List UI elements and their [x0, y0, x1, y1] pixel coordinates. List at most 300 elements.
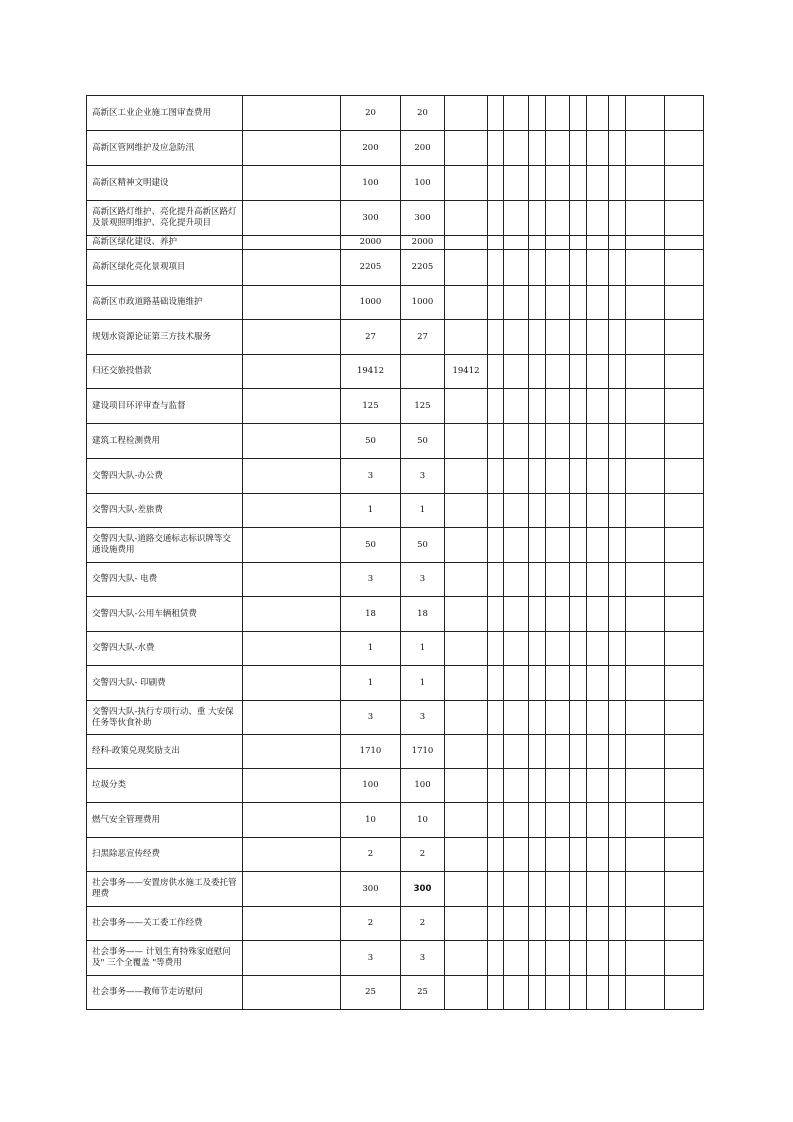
empty-cell	[587, 976, 609, 1010]
empty-cell	[609, 131, 626, 166]
empty-cell	[609, 803, 626, 838]
empty-cell	[626, 96, 665, 131]
empty-cell	[587, 803, 609, 838]
amount-cell	[445, 803, 488, 838]
table-row	[87, 803, 704, 838]
empty-cell	[626, 528, 665, 563]
empty-cell	[609, 563, 626, 597]
empty-cell	[570, 201, 587, 236]
empty-cell	[626, 131, 665, 166]
amount-cell: 10	[401, 803, 445, 838]
empty-cell	[504, 907, 529, 941]
amount-cell: 3	[401, 563, 445, 597]
empty-cell	[488, 494, 504, 528]
empty-cell	[665, 769, 704, 803]
empty-cell	[570, 563, 587, 597]
item-name-cell: 交警四大队- 印刷费	[87, 666, 243, 701]
empty-cell	[546, 528, 570, 563]
empty-cell	[570, 769, 587, 803]
empty-cell	[609, 424, 626, 459]
amount-cell	[445, 632, 488, 666]
table-row	[87, 632, 704, 666]
empty-cell	[570, 632, 587, 666]
empty-cell	[546, 976, 570, 1010]
item-name-cell: 高新区市政道路基础设施维护	[87, 286, 243, 320]
empty-cell	[626, 355, 665, 389]
empty-cell	[243, 201, 341, 236]
empty-cell	[626, 459, 665, 494]
amount-cell: 2	[401, 907, 445, 941]
empty-cell	[626, 769, 665, 803]
empty-cell	[626, 976, 665, 1010]
empty-cell	[546, 735, 570, 769]
empty-cell	[529, 838, 546, 872]
amount-cell: 2205	[401, 250, 445, 286]
empty-cell	[546, 494, 570, 528]
item-name-cell: 高新区绿化建设、养护	[87, 236, 243, 250]
empty-cell	[504, 389, 529, 424]
amount-cell	[445, 597, 488, 632]
empty-cell	[587, 286, 609, 320]
empty-cell	[529, 735, 546, 769]
empty-cell	[626, 286, 665, 320]
empty-cell	[488, 976, 504, 1010]
empty-cell	[546, 872, 570, 907]
amount-cell	[445, 286, 488, 320]
amount-cell	[445, 769, 488, 803]
empty-cell	[243, 838, 341, 872]
empty-cell	[570, 838, 587, 872]
empty-cell	[529, 907, 546, 941]
empty-cell	[665, 320, 704, 355]
table-row	[87, 528, 704, 563]
item-name-cell: 高新区管网维护及应急防汛	[87, 131, 243, 166]
empty-cell	[609, 459, 626, 494]
empty-cell	[243, 355, 341, 389]
empty-cell	[626, 236, 665, 250]
empty-cell	[665, 528, 704, 563]
empty-cell	[488, 838, 504, 872]
empty-cell	[587, 201, 609, 236]
empty-cell	[609, 236, 626, 250]
empty-cell	[665, 494, 704, 528]
empty-cell	[546, 666, 570, 701]
amount-cell	[445, 872, 488, 907]
empty-cell	[529, 563, 546, 597]
empty-cell	[609, 701, 626, 735]
amount-cell: 1	[341, 632, 401, 666]
amount-cell: 50	[341, 424, 401, 459]
table-row	[87, 666, 704, 701]
empty-cell	[665, 424, 704, 459]
empty-cell	[488, 803, 504, 838]
amount-cell	[445, 96, 488, 131]
amount-cell	[445, 563, 488, 597]
item-name-cell: 交警四大队-道路交通标志标识牌等交通设施费用	[87, 528, 243, 563]
empty-cell	[546, 389, 570, 424]
empty-cell	[488, 236, 504, 250]
empty-cell	[546, 907, 570, 941]
empty-cell	[529, 236, 546, 250]
empty-cell	[609, 632, 626, 666]
empty-cell	[609, 494, 626, 528]
amount-cell	[445, 424, 488, 459]
empty-cell	[488, 166, 504, 201]
empty-cell	[504, 250, 529, 286]
item-name-cell: 高新区工业企业施工图审查费用	[87, 96, 243, 131]
empty-cell	[529, 632, 546, 666]
empty-cell	[587, 563, 609, 597]
empty-cell	[609, 872, 626, 907]
empty-cell	[243, 286, 341, 320]
empty-cell	[546, 597, 570, 632]
empty-cell	[488, 701, 504, 735]
empty-cell	[587, 166, 609, 201]
empty-cell	[243, 131, 341, 166]
empty-cell	[665, 872, 704, 907]
empty-cell	[587, 769, 609, 803]
empty-cell	[587, 597, 609, 632]
empty-cell	[587, 735, 609, 769]
amount-cell: 125	[401, 389, 445, 424]
empty-cell	[609, 320, 626, 355]
item-name-cell: 燃气安全管理费用	[87, 803, 243, 838]
item-name-cell: 交警四大队-公用车辆租赁费	[87, 597, 243, 632]
empty-cell	[529, 494, 546, 528]
empty-cell	[504, 320, 529, 355]
empty-cell	[488, 96, 504, 131]
amount-cell: 20	[401, 96, 445, 131]
empty-cell	[243, 236, 341, 250]
empty-cell	[570, 286, 587, 320]
amount-cell: 3	[341, 563, 401, 597]
empty-cell	[570, 907, 587, 941]
empty-cell	[488, 355, 504, 389]
empty-cell	[243, 735, 341, 769]
amount-cell: 1000	[341, 286, 401, 320]
amount-cell: 18	[341, 597, 401, 632]
empty-cell	[529, 131, 546, 166]
table-row	[87, 838, 704, 872]
empty-cell	[529, 941, 546, 976]
amount-cell	[401, 355, 445, 389]
empty-cell	[243, 666, 341, 701]
empty-cell	[609, 355, 626, 389]
empty-cell	[504, 666, 529, 701]
empty-cell	[529, 976, 546, 1010]
empty-cell	[546, 563, 570, 597]
empty-cell	[504, 872, 529, 907]
item-name-cell: 建筑工程检测费用	[87, 424, 243, 459]
empty-cell	[626, 597, 665, 632]
item-name-cell: 交警四大队-执行专项行动、重 大安保任务等伙食补助	[87, 701, 243, 735]
amount-cell	[445, 459, 488, 494]
amount-cell: 300	[341, 872, 401, 907]
empty-cell	[609, 201, 626, 236]
item-name-cell: 扫黑除恶宣传经费	[87, 838, 243, 872]
table-row	[87, 389, 704, 424]
empty-cell	[488, 563, 504, 597]
amount-cell	[445, 701, 488, 735]
empty-cell	[243, 976, 341, 1010]
empty-cell	[665, 976, 704, 1010]
empty-cell	[609, 838, 626, 872]
empty-cell	[504, 494, 529, 528]
empty-cell	[488, 389, 504, 424]
empty-cell	[570, 250, 587, 286]
empty-cell	[504, 941, 529, 976]
empty-cell	[243, 389, 341, 424]
empty-cell	[587, 632, 609, 666]
table-row	[87, 494, 704, 528]
amount-cell: 1	[401, 666, 445, 701]
amount-cell: 3	[341, 459, 401, 494]
empty-cell	[504, 735, 529, 769]
empty-cell	[546, 236, 570, 250]
empty-cell	[570, 735, 587, 769]
item-name-cell: 规划水资源论证第三方技术服务	[87, 320, 243, 355]
amount-cell: 3	[401, 459, 445, 494]
empty-cell	[570, 941, 587, 976]
empty-cell	[609, 769, 626, 803]
amount-cell	[445, 494, 488, 528]
empty-cell	[504, 459, 529, 494]
amount-cell	[445, 528, 488, 563]
empty-cell	[546, 286, 570, 320]
empty-cell	[587, 389, 609, 424]
empty-cell	[504, 424, 529, 459]
empty-cell	[609, 976, 626, 1010]
amount-cell	[445, 320, 488, 355]
empty-cell	[488, 250, 504, 286]
empty-cell	[243, 494, 341, 528]
empty-cell	[570, 389, 587, 424]
empty-cell	[488, 320, 504, 355]
empty-cell	[243, 320, 341, 355]
empty-cell	[546, 96, 570, 131]
empty-cell	[665, 735, 704, 769]
amount-cell: 100	[401, 166, 445, 201]
empty-cell	[570, 803, 587, 838]
amount-cell: 2000	[341, 236, 401, 250]
empty-cell	[529, 201, 546, 236]
item-name-cell: 归还交旅投借款	[87, 355, 243, 389]
empty-cell	[529, 803, 546, 838]
empty-cell	[529, 424, 546, 459]
table-row	[87, 976, 704, 1010]
empty-cell	[626, 494, 665, 528]
table-row	[87, 769, 704, 803]
empty-cell	[609, 166, 626, 201]
empty-cell	[609, 96, 626, 131]
amount-cell: 10	[341, 803, 401, 838]
empty-cell	[587, 131, 609, 166]
empty-cell	[546, 803, 570, 838]
item-name-cell: 高新区精神文明建设	[87, 166, 243, 201]
empty-cell	[529, 320, 546, 355]
empty-cell	[504, 201, 529, 236]
empty-cell	[529, 459, 546, 494]
empty-cell	[665, 701, 704, 735]
empty-cell	[570, 872, 587, 907]
empty-cell	[609, 941, 626, 976]
amount-cell: 300	[341, 201, 401, 236]
table-row	[87, 250, 704, 286]
item-name-cell: 社会事务——关工委工作经费	[87, 907, 243, 941]
amount-cell	[445, 131, 488, 166]
empty-cell	[570, 701, 587, 735]
empty-cell	[488, 769, 504, 803]
table-row	[87, 131, 704, 166]
empty-cell	[665, 632, 704, 666]
empty-cell	[665, 131, 704, 166]
empty-cell	[529, 666, 546, 701]
empty-cell	[504, 563, 529, 597]
amount-cell: 3	[341, 701, 401, 735]
amount-cell: 50	[401, 528, 445, 563]
empty-cell	[546, 701, 570, 735]
amount-cell: 1	[341, 666, 401, 701]
empty-cell	[529, 355, 546, 389]
item-name-cell: 社会事务——教师节走访慰问	[87, 976, 243, 1010]
amount-cell: 3	[401, 941, 445, 976]
empty-cell	[609, 250, 626, 286]
table-row	[87, 355, 704, 389]
empty-cell	[570, 131, 587, 166]
amount-cell	[445, 666, 488, 701]
empty-cell	[587, 907, 609, 941]
table-row	[87, 872, 704, 907]
amount-cell: 100	[401, 769, 445, 803]
amount-cell: 2205	[341, 250, 401, 286]
empty-cell	[665, 941, 704, 976]
empty-cell	[488, 632, 504, 666]
empty-cell	[504, 597, 529, 632]
empty-cell	[529, 166, 546, 201]
amount-cell	[445, 201, 488, 236]
amount-cell: 1710	[401, 735, 445, 769]
empty-cell	[587, 528, 609, 563]
amount-cell: 20	[341, 96, 401, 131]
empty-cell	[626, 735, 665, 769]
empty-cell	[243, 632, 341, 666]
amount-cell	[445, 236, 488, 250]
empty-cell	[504, 838, 529, 872]
empty-cell	[665, 286, 704, 320]
empty-cell	[665, 666, 704, 701]
amount-cell: 3	[401, 701, 445, 735]
empty-cell	[243, 459, 341, 494]
empty-cell	[243, 872, 341, 907]
amount-cell: 3	[341, 941, 401, 976]
amount-cell: 100	[341, 769, 401, 803]
amount-cell: 1710	[341, 735, 401, 769]
table-row	[87, 907, 704, 941]
empty-cell	[243, 701, 341, 735]
empty-cell	[665, 907, 704, 941]
amount-cell	[445, 735, 488, 769]
amount-cell	[445, 389, 488, 424]
empty-cell	[504, 355, 529, 389]
amount-cell: 25	[341, 976, 401, 1010]
empty-cell	[546, 250, 570, 286]
empty-cell	[546, 320, 570, 355]
empty-cell	[665, 355, 704, 389]
empty-cell	[488, 666, 504, 701]
empty-cell	[587, 666, 609, 701]
empty-cell	[587, 872, 609, 907]
amount-cell: 27	[401, 320, 445, 355]
amount-cell: 2	[341, 907, 401, 941]
empty-cell	[665, 389, 704, 424]
amount-cell: 125	[341, 389, 401, 424]
table-row	[87, 735, 704, 769]
empty-cell	[488, 907, 504, 941]
empty-cell	[626, 320, 665, 355]
empty-cell	[504, 701, 529, 735]
empty-cell	[546, 131, 570, 166]
empty-cell	[626, 907, 665, 941]
empty-cell	[504, 96, 529, 131]
empty-cell	[665, 96, 704, 131]
empty-cell	[587, 320, 609, 355]
empty-cell	[665, 250, 704, 286]
table-row	[87, 236, 704, 250]
item-name-cell: 交警四大队-水费	[87, 632, 243, 666]
amount-cell: 19412	[445, 355, 488, 389]
empty-cell	[529, 528, 546, 563]
item-name-cell: 高新区绿化亮化景观项目	[87, 250, 243, 286]
empty-cell	[488, 424, 504, 459]
table-row	[87, 201, 704, 236]
empty-cell	[570, 320, 587, 355]
empty-cell	[546, 632, 570, 666]
empty-cell	[504, 632, 529, 666]
empty-cell	[243, 597, 341, 632]
empty-cell	[488, 872, 504, 907]
item-name-cell: 建设项目环评审查与监督	[87, 389, 243, 424]
empty-cell	[546, 166, 570, 201]
empty-cell	[546, 941, 570, 976]
amount-cell: 50	[341, 528, 401, 563]
item-name-cell: 经科-政策兑现奖励支出	[87, 735, 243, 769]
empty-cell	[665, 459, 704, 494]
empty-cell	[243, 528, 341, 563]
empty-cell	[546, 769, 570, 803]
empty-cell	[488, 286, 504, 320]
empty-cell	[609, 286, 626, 320]
empty-cell	[570, 236, 587, 250]
empty-cell	[626, 838, 665, 872]
empty-cell	[626, 201, 665, 236]
empty-cell	[529, 389, 546, 424]
empty-cell	[609, 735, 626, 769]
amount-cell: 25	[401, 976, 445, 1010]
empty-cell	[504, 769, 529, 803]
empty-cell	[243, 96, 341, 131]
empty-cell	[587, 236, 609, 250]
empty-cell	[243, 424, 341, 459]
empty-cell	[626, 803, 665, 838]
empty-cell	[243, 250, 341, 286]
table-row	[87, 701, 704, 735]
empty-cell	[665, 803, 704, 838]
amount-cell: 300	[401, 201, 445, 236]
empty-cell	[570, 166, 587, 201]
empty-cell	[626, 701, 665, 735]
empty-cell	[529, 872, 546, 907]
amount-cell: 1	[401, 494, 445, 528]
